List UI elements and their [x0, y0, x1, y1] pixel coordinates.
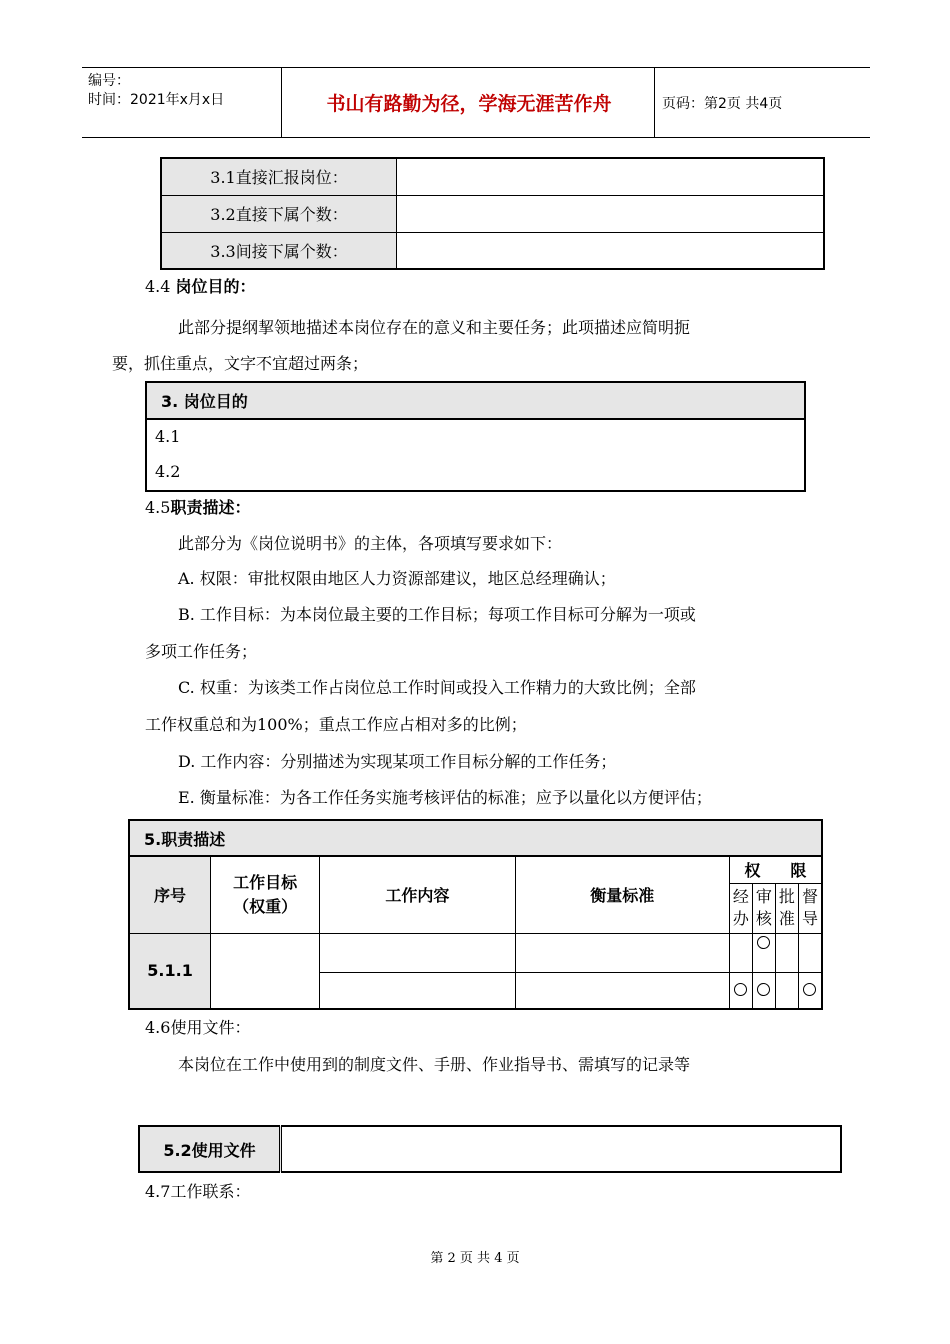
purpose-table-title: 3. 岗位目的 — [146, 382, 805, 419]
auth-col-approve — [775, 883, 798, 933]
section-45-item-d: D. 工作内容：分别描述为实现某项工作目标分解的工作任务； — [178, 752, 617, 771]
report-value-cell[interactable] — [397, 232, 825, 269]
col-goal-header-line1: 工作目标 — [233, 872, 298, 892]
auth-cell[interactable] — [798, 933, 822, 972]
purpose-table — [145, 381, 806, 492]
auth-col-approve-top: 批 — [778, 887, 795, 906]
auth-col-review-bottom: 核 — [755, 909, 772, 928]
report-label-cell: 3.2直接下属个数： — [161, 195, 397, 232]
col-standard-header: 衡量标准 — [515, 856, 729, 933]
auth-col-review-top: 审 — [755, 887, 772, 906]
col-goal-header-line2: （权重） — [233, 896, 298, 916]
section-45-item-b2: 多项工作任务； — [145, 642, 258, 661]
col-seq-header: 序号 — [129, 856, 211, 933]
auth-cell-marked[interactable] — [729, 972, 752, 1009]
section-45-item-c2: 工作权重总和为100%；重点工作应占相对多的比例； — [145, 715, 527, 734]
header-meta — [88, 72, 224, 110]
report-value-cell[interactable] — [397, 158, 825, 195]
row-seq-cell: 5.1.1 — [129, 933, 211, 1009]
auth-col-supervise-top: 督 — [801, 887, 818, 906]
section-45-heading — [145, 496, 825, 520]
report-label-cell: 3.3间接下属个数： — [161, 232, 397, 269]
section-45-item-e: E. 衡量标准：为各工作任务实施考核评估的标准；应予以量化以方便评估； — [178, 788, 712, 807]
section-45-item-c1: C. 权重：为该类工作占岗位总工作时间或投入工作精力的大致比例；全部 — [178, 678, 696, 697]
section-44-body-line2: 要，抓住重点，文字不宜超过两条； — [112, 354, 369, 373]
section-45-item-b1: B. 工作目标：为本岗位最主要的工作目标；每项工作目标可分解为一项或 — [178, 605, 696, 624]
section-44-heading — [145, 275, 825, 299]
header-slogan: 书山有路勤为径，学海无涯苦作舟 — [326, 93, 612, 115]
section-45-number: 4.5 — [145, 498, 171, 517]
row-standard-cell[interactable] — [515, 972, 729, 1009]
circle-mark-icon — [734, 983, 747, 996]
section-46-body: 本岗位在工作中使用到的制度文件、手册、作业指导书、需填写的记录等 — [178, 1055, 691, 1074]
section-44-number: 4.4 — [145, 277, 171, 296]
auth-col-handle — [729, 883, 752, 933]
auth-col-supervise — [798, 883, 822, 933]
docs-table-value[interactable] — [281, 1126, 842, 1172]
page-header — [82, 67, 870, 138]
circle-mark-icon — [757, 936, 770, 949]
auth-cell[interactable] — [729, 933, 752, 972]
auth-col-review — [752, 883, 775, 933]
time-label: 时间：2021年x月x日 — [88, 92, 225, 108]
col-authority-header-1: 权 — [744, 861, 761, 881]
section-44-body-line1: 此部分提纲挈领地描述本岗位存在的意义和主要任务；此项描述应简明扼 — [178, 318, 691, 337]
header-divider — [281, 68, 282, 137]
section-47-heading: 4.7工作联系： — [145, 1182, 251, 1201]
section-45-title: 职责描述： — [170, 498, 251, 517]
row-standard-cell[interactable] — [515, 933, 729, 972]
section-45-item-a: A. 权限：审批权限由地区人力资源部建议，地区总经理确认； — [178, 569, 616, 588]
section-45-intro: 此部分为《岗位说明书》的主体，各项填写要求如下： — [178, 534, 563, 553]
auth-col-approve-bottom: 准 — [778, 909, 795, 928]
col-authority-header — [729, 856, 822, 883]
report-value-cell[interactable] — [397, 195, 825, 232]
col-goal-header — [211, 856, 320, 933]
auth-cell-marked[interactable] — [752, 933, 775, 972]
number-label: 编号： — [88, 73, 130, 89]
duty-table-title: 5.职责描述 — [129, 820, 822, 856]
header-divider — [654, 68, 655, 137]
auth-col-handle-top: 经 — [732, 887, 749, 906]
section-44-body — [112, 310, 825, 382]
purpose-item[interactable]: 4.2 — [155, 462, 181, 481]
auth-cell[interactable] — [775, 933, 798, 972]
col-content-header: 工作内容 — [320, 856, 515, 933]
duty-table — [128, 819, 823, 1010]
section-46-heading: 4.6使用文件： — [145, 1018, 251, 1037]
circle-mark-icon — [803, 983, 816, 996]
reporting-table — [160, 157, 825, 270]
auth-col-supervise-bottom: 导 — [801, 909, 818, 928]
row-goal-cell[interactable] — [211, 933, 320, 1009]
section-44-title: 岗位目的： — [175, 277, 256, 296]
circle-mark-icon — [757, 983, 770, 996]
row-content-cell[interactable] — [320, 933, 515, 972]
header-page-number: 页码：第2页 共4页 — [662, 95, 783, 112]
report-label-cell: 3.1直接汇报岗位： — [161, 158, 397, 195]
auth-cell-marked[interactable] — [752, 972, 775, 1009]
docs-table — [138, 1125, 842, 1173]
docs-table-label: 5.2使用文件 — [139, 1126, 281, 1172]
auth-cell[interactable] — [775, 972, 798, 1009]
auth-col-handle-bottom: 办 — [732, 909, 749, 928]
col-authority-header-2: 限 — [790, 861, 807, 881]
purpose-item[interactable]: 4.1 — [155, 427, 181, 446]
auth-cell-marked[interactable] — [798, 972, 822, 1009]
page-footer: 第 2 页 共 4 页 — [430, 1251, 520, 1266]
row-content-cell[interactable] — [320, 972, 515, 1009]
